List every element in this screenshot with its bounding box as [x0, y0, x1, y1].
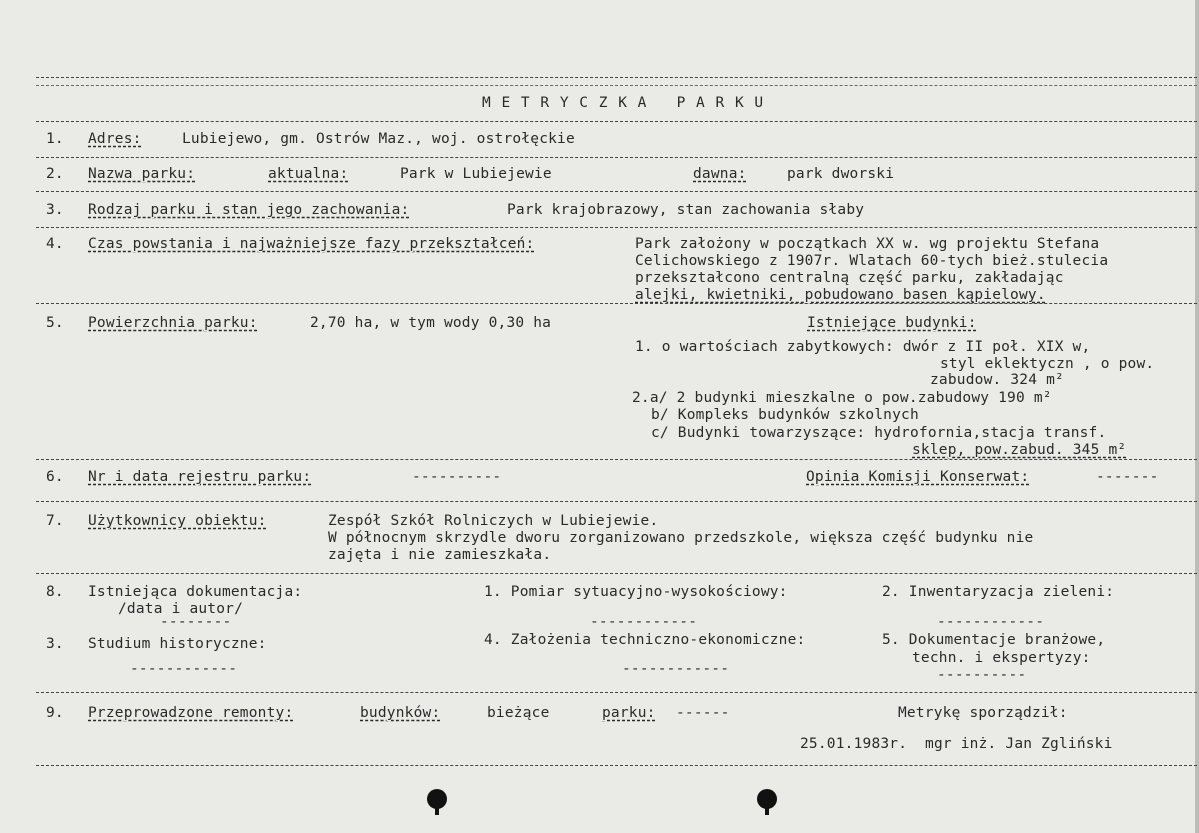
doc-item-4: 4. Założenia techniczno-ekonomiczne:	[484, 632, 806, 648]
history-line: Park założony w początkach XX w. wg projektu Stefana	[635, 236, 1100, 252]
dash-line: ------------	[622, 661, 730, 677]
rule	[36, 227, 1197, 228]
users-label: Użytkownicy obiektu:	[88, 513, 267, 529]
doc-item-1: 1. Pomiar sytuacyjno-wysokościowy:	[484, 584, 788, 600]
section-number: 1.	[46, 131, 64, 147]
rule	[36, 191, 1197, 192]
renovations-buildings-label: budynków:	[360, 705, 441, 721]
opinion-value: -------	[1096, 469, 1159, 485]
paper-edge	[1195, 0, 1199, 833]
document-title: M E T R Y C Z K A P A R K U	[482, 95, 765, 111]
buildings-line: b/ Kompleks budynków szkolnych	[651, 407, 919, 423]
renovations-buildings-value: bieżące	[487, 705, 550, 721]
buildings-line: 2.a/ 2 budynki mieszkalne o pow.zabudowy 190 m²	[632, 390, 1052, 406]
users-line: zajęta i nie zamieszkała.	[328, 547, 552, 563]
park-type-label: Rodzaj parku i stan jego zachowania:	[88, 202, 410, 218]
doc-item-2: 2. Inwentaryzacja zieleni:	[882, 584, 1115, 600]
documentation-label: Istniejąca dokumentacja:	[88, 584, 303, 600]
register-value: ----------	[412, 469, 502, 485]
history-line: przekształcono centralną część parku, zakładając	[635, 270, 1064, 286]
address-label: Adres:	[88, 131, 142, 147]
section-number: 6.	[46, 469, 64, 485]
section-number: 3.	[46, 636, 64, 652]
area-value: 2,70 ha, w tym wody 0,30 ha	[310, 315, 552, 331]
renovations-label: Przeprowadzone remonty:	[88, 705, 294, 721]
buildings-line: c/ Budynki towarzyszące: hydrofornia,stacja transf.	[651, 425, 1107, 441]
rule	[36, 303, 1197, 304]
users-line: W północnym skrzydle dworu zorganizowano przedszkole, większa część budynku nie	[328, 530, 1034, 546]
rule	[36, 121, 1197, 122]
former-name-value: park dworski	[787, 166, 895, 182]
dash-line: ----------	[937, 667, 1027, 683]
doc-item-5: 5. Dokumentacje branżowe,	[882, 632, 1106, 648]
doc-item-3: Studium historyczne:	[88, 636, 267, 652]
users-line: Zespół Szkół Rolniczych w Lubiejewie.	[328, 513, 659, 529]
dash-line: ------------	[590, 614, 698, 630]
punch-hole	[427, 789, 447, 809]
section-number: 4.	[46, 236, 64, 252]
opinion-label: Opinia Komisji Konserwat:	[806, 469, 1030, 485]
dash-line: --------	[160, 614, 232, 630]
current-name-label: aktualna:	[268, 166, 349, 182]
buildings-line: sklep, pow.zabud. 345 m²	[912, 442, 1127, 458]
rule	[36, 501, 1197, 502]
section-number: 7.	[46, 513, 64, 529]
buildings-line: 1. o wartościach zabytkowych: dwór z II poł. XIX w,	[635, 339, 1091, 355]
current-name-value: Park w Lubiejewie	[400, 166, 552, 182]
rule	[36, 77, 1197, 78]
dash-line: ------------	[937, 614, 1045, 630]
history-line: Celichowskiego z 1907r. Wlatach 60-tych bież.stulecia	[635, 253, 1109, 269]
rule	[36, 765, 1197, 766]
section-number: 8.	[46, 584, 64, 600]
documentation-sub: /data i autor/	[118, 601, 244, 617]
register-label: Nr i data rejestru parku:	[88, 469, 312, 485]
section-number: 3.	[46, 202, 64, 218]
section-number: 2.	[46, 166, 64, 182]
buildings-line: zabudow. 324 m²	[930, 372, 1064, 388]
doc-item-5b: techn. i ekspertyzy:	[912, 650, 1091, 666]
section-number: 9.	[46, 705, 64, 721]
rule	[36, 692, 1197, 693]
rule	[36, 85, 1197, 86]
rule	[36, 573, 1197, 574]
section-number: 5.	[46, 315, 64, 331]
rule	[36, 459, 1197, 460]
renovations-park-value: ------	[676, 705, 730, 721]
punch-hole	[757, 789, 777, 809]
prepared-by-label: Metrykę sporządził:	[898, 705, 1068, 721]
signature: 25.01.1983r. mgr inż. Jan Zgliński	[800, 736, 1113, 752]
park-type-value: Park krajobrazowy, stan zachowania słaby	[507, 202, 865, 218]
rule	[36, 157, 1197, 158]
area-label: Powierzchnia parku:	[88, 315, 258, 331]
history-label: Czas powstania i najważniejsze fazy przekształceń:	[88, 236, 535, 252]
buildings-line: styl eklektyczn , o pow.	[940, 356, 1155, 372]
former-name-label: dawna:	[693, 166, 747, 182]
park-name-label: Nazwa parku:	[88, 166, 196, 182]
buildings-label: Istniejące budynki:	[807, 315, 977, 331]
dash-line: ------------	[130, 661, 238, 677]
address-value: Lubiejewo, gm. Ostrów Maz., woj. ostrołęckie	[182, 131, 575, 147]
history-line: alejki, kwietniki, pobudowano basen kąpielowy.	[635, 287, 1046, 303]
renovations-park-label: parku:	[602, 705, 656, 721]
